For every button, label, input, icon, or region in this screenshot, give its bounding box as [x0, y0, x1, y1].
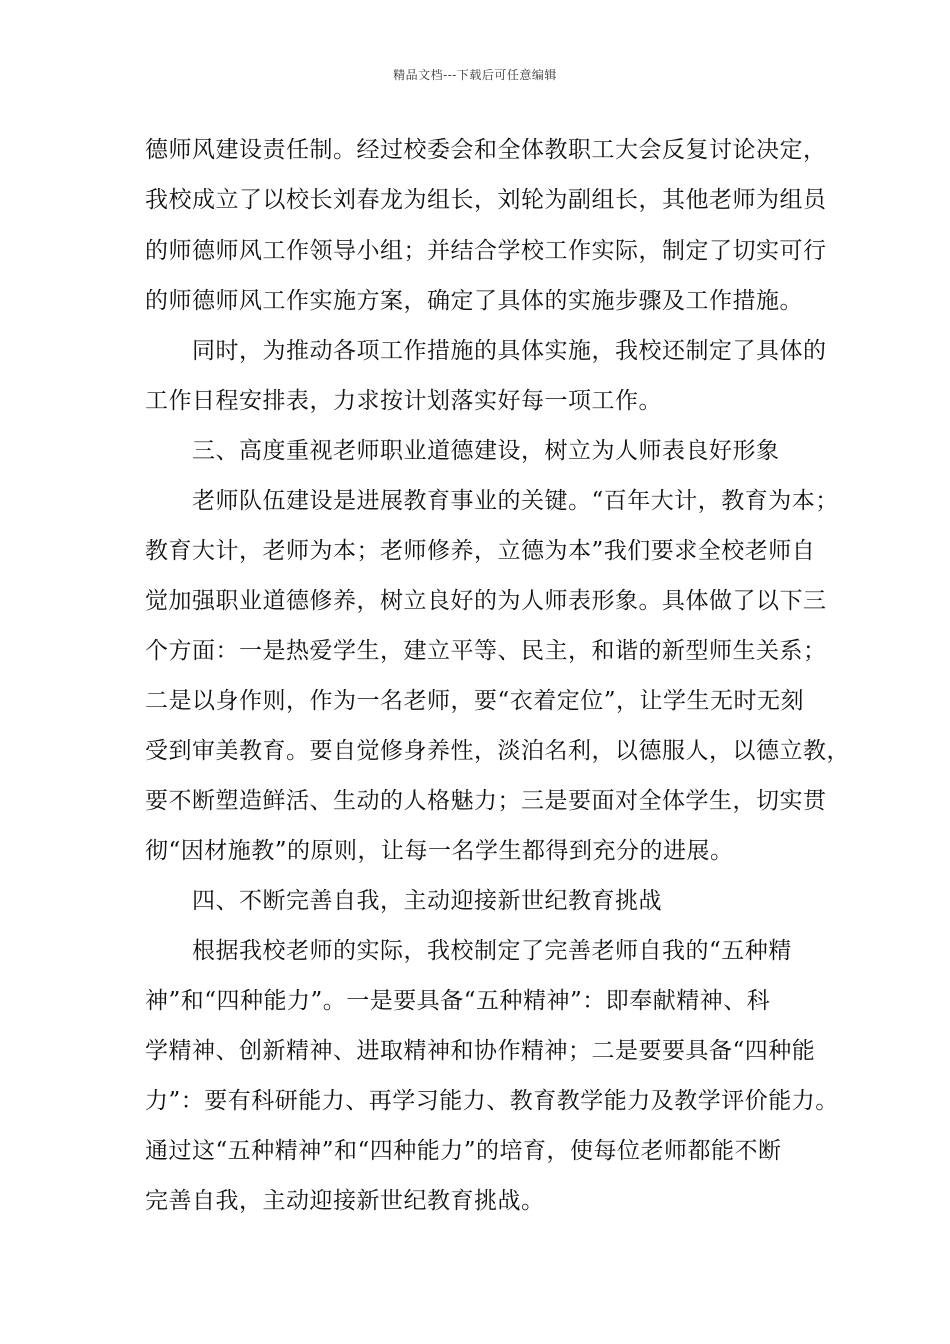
text-line: 工作日程安排表，力求按计划落实好每一项工作。	[145, 388, 662, 414]
section-heading: 四、不断完善自我，主动迎接新世纪教育挑战	[192, 888, 662, 914]
text-line: 要不断塑造鲜活、生动的人格魅力；三是要面对全体学生，切实贯	[145, 788, 827, 814]
text-line: 老师队伍建设是进展教育事业的关键。“百年大计，教育为本；	[192, 488, 839, 514]
text-line: 力”：要有科研能力、再学习能力、教育教学能力及教学评价能力。	[145, 1088, 839, 1114]
text-line: 根据我校老师的实际，我校制定了完善老师自我的“五种精	[192, 938, 792, 964]
text-line: 二是以身作则，作为一名老师，要“衣着定位”，让学生无时无刻	[145, 688, 805, 714]
text-line: 神”和“四种能力”。一是要具备“五种精神”：即奉献精神、科	[145, 988, 771, 1014]
text-line: 受到审美教育。要自觉修身养性，淡泊名利，以德服人，以德立教，	[145, 738, 850, 764]
text-line: 通过这“五种精神”和“四种能力”的培育，使每位老师都能不断	[145, 1138, 782, 1164]
text-line: 教育大计，老师为本；老师修养，立德为本”我们要求全校老师自	[145, 538, 816, 564]
text-line: 学精神、创新精神、进取精神和协作精神；二是要要具备“四种能	[145, 1038, 816, 1064]
text-line: 觉加强职业道德修养，树立良好的为人师表形象。具体做了以下三	[145, 588, 827, 614]
text-line: 我校成立了以校长刘春龙为组长，刘轮为副组长，其他老师为组员	[145, 187, 827, 213]
text-line: 德师风建设责任制。经过校委会和全体教职工大会反复讨论决定，	[145, 137, 827, 163]
text-line: 个方面：一是热爱学生，建立平等、民主，和谐的新型师生关系；	[145, 638, 827, 664]
text-line: 的师德师风工作实施方案，确定了具体的实施步骤及工作措施。	[145, 288, 803, 314]
text-line: 同时，为推动各项工作措施的具体实施，我校还制定了具体的	[192, 338, 827, 364]
text-line: 彻“因材施教”的原则，让每一名学生都得到充分的进展。	[145, 838, 734, 864]
text-line: 的师德师风工作领导小组；并结合学校工作实际，制定了切实可行	[145, 238, 827, 264]
text-line: 完善自我，主动迎接新世纪教育挑战。	[145, 1188, 545, 1214]
section-heading: 三、高度重视老师职业道德建设，树立为人师表良好形象	[192, 438, 780, 464]
page-header: 精品文档---下载后可任意编辑	[393, 68, 557, 82]
